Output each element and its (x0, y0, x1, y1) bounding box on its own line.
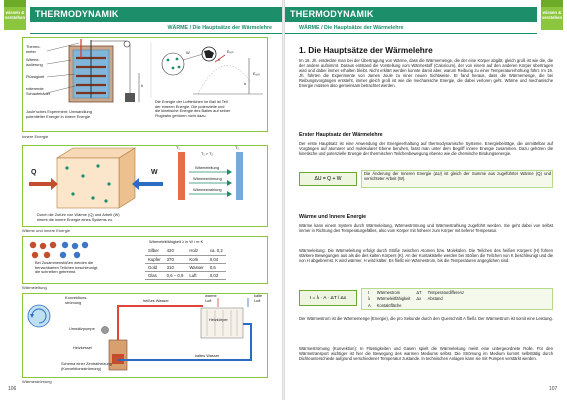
figure-heat-energy (22, 145, 268, 227)
label-cold-air: kalte Luft (254, 293, 263, 303)
first-law-paragraph: Der erste Hauptsatz ist eine Anwendung der Energieerhaltung auf thermodynamische Systeme. Energiebeiträge, die unmittelbar auf Vorgängen auf atomarer und molekularer Ebene beruhen, fasst man unter dem Begriff innere Energie zusammen. Dazu gehören die kinetische und potenzielle Energie der thermischen Teilchenbewegung ebenso wie die chemische Bindungsenergie. (299, 141, 553, 157)
label-conduction: Wärmeleitung (195, 165, 220, 170)
table-cell: Δx (416, 296, 422, 302)
breadcrumb: WÄRME / Die Hauptsätze der Wärmelehre (299, 25, 404, 31)
conductivity-unit: W / m·K (189, 239, 204, 244)
table-cell: Kontaktfläche (376, 302, 402, 308)
label-fluid: Flüssigkeit (26, 74, 45, 79)
left-page (0, 0, 282, 400)
table-cell: Temperaturdifferenz (427, 289, 464, 295)
conduction-paragraph: Wärmeleitung: Die Wärmeleitung erfolgt durch Stöße zwischen Atomen bzw. Molekülen. Die Teilchen des heißen Körpers (H) führen stärkere Bewegungen aus als die des kalten Körpers (K). An der Kontaktstelle werden bei Stößen die Teilchen von K beschleunigt und die von H abgebremst. K wird wärmer, H wird kälter. Es fließt ein Wärmestrom, bis die Temperaturen angeglichen sind. (299, 248, 553, 264)
figure-title-heat-energy: Wärme und Innere Energie (22, 228, 71, 233)
table-cell: 310 (164, 263, 187, 271)
breadcrumb: WÄRME / Die Hauptsätze der Wärmelehre (167, 25, 272, 31)
table-cell: Gold (145, 263, 164, 271)
subheading-first-law: Erster Hauptsatz der Wärmelehre (299, 132, 383, 138)
label-t2: T₂ (235, 145, 239, 150)
label-convection: Wärmeströmung (193, 176, 222, 181)
table-cell: 0,03 (207, 271, 226, 279)
table-cell: 0,6 – 0,9 (164, 271, 187, 279)
figure-inner-energy (22, 37, 268, 132)
conductivity-header: Wärmeleitfähigkeit λ in (149, 239, 189, 244)
header-rule (285, 33, 537, 34)
legend-row (365, 289, 467, 296)
table-cell: ΔT (416, 289, 422, 295)
central-heating-diagram (23, 294, 268, 378)
figure-convection (22, 293, 268, 378)
table-cell: I (368, 289, 370, 295)
conductivity-row (145, 271, 226, 279)
table-cell: ca. 0,2 (207, 247, 226, 255)
label-work: W (186, 50, 190, 55)
label-epot: Eₚₒₜ (253, 71, 260, 76)
caption-ball: Die Energie der Luftteilchen im Ball ist Teil der inneren Energie. Die potenzielle und die kinetische Energie des Balles auf seiner Flugbahn gehören nicht dazu. (155, 99, 231, 118)
conductivity-row (145, 247, 226, 255)
figure-title-convection: Wärmeströmung (22, 379, 52, 384)
section-heading: 1. Die Hauptsätze der Wärmelehre (299, 45, 433, 55)
table-cell: 370 (164, 255, 187, 263)
formula-first-law: ΔU = Q + W (299, 172, 357, 186)
table-cell: λ (368, 296, 371, 302)
label-w: W (151, 169, 158, 176)
conductivity-row (145, 263, 226, 271)
figure-conduction (22, 236, 268, 284)
heat-transfer-paragraph: Wärme kann einem System durch Wärmeleitung, Wärmeströmung und Wärmestrahlung zugeführt werden. Sie geht dabei von selbst immer in Richtung des Temperaturgefälles, also vom Körper mit höherer zum Körper mit tieferer Temperatur. (299, 223, 553, 234)
caption-heat-work: Durch die Zufuhr von Wärme (Q) und Arbeit (W) nimmt die innere Energie eines Systems zu. (37, 212, 120, 222)
section-tab: wissen & verstehen (4, 0, 26, 30)
table-cell: Glas (145, 271, 164, 279)
table-cell (425, 302, 467, 309)
subheading-heat-internal-energy: Wärme und Innere Energie (299, 214, 367, 220)
label-t1: T₁ (176, 145, 180, 150)
label-pump: Umwälzpumpe (69, 326, 95, 331)
page-number: 107 (549, 386, 558, 392)
table-cell: Luft (186, 271, 206, 279)
label-radiation: Wärmestrahlung (193, 187, 222, 192)
label-isolation: Wärme- isolierung (26, 57, 43, 67)
caption-joule: Joule’sches Experiment: Umwandlung potentieller Energie in innere Energie (26, 109, 92, 119)
table-cell (413, 302, 424, 309)
label-t-relation: T₁ > T₂ (201, 151, 213, 156)
label-radiator: Heizkörper (209, 317, 228, 322)
table-cell: 0,6 (207, 263, 226, 271)
chapter-header: THERMODYNAMIK (285, 7, 537, 22)
intro-paragraph: Im 18. Jh. entdeckte man bei der Übertragung von Wärme, dass die Wärmemenge, die der eine Körper abgibt, gleich groß ist wie die, die der andere aufnimmt. Daraus entstand die Vorstellung vom Wärmestoff (Caloricum), der von einem auf den anderen Körper übertragen wird und dabei immer erhalten bleibt. Nicht erklärt werden konnte damit aber, warum Reibung zu einer Temperaturerhöhung führt. Im 19. Jh. führten die Experimente von James Joule zu einer neuen Sichtweise. Er fand heraus, dass die Wärmemenge, die bei Reibungsvorgängen entsteht, immer gleich groß ist wie die mechanische Energie, die dabei verloren geht. Wärme und mechanische Energie müssen also gemeinsam betrachtet werden. (299, 58, 553, 89)
label-warm-air: warme Luft (205, 293, 217, 303)
label-height-ball: h (244, 81, 247, 86)
table-cell: Wärmestrom (376, 289, 401, 295)
label-height: h (141, 83, 144, 88)
label-q: Q (31, 169, 37, 176)
conductivity-title (149, 240, 203, 245)
label-boiler: Heizkessel (73, 345, 92, 350)
chapter-header: THERMODYNAMIK (30, 7, 282, 22)
conductivity-row (145, 255, 226, 263)
label-convection-flow: Konvektions- strömung (65, 295, 88, 305)
table-cell: Wärmeleitfähigkeit (376, 296, 411, 302)
table-cell: Wasser (186, 263, 206, 271)
caption-heating: Schema einer Zentralheizung (Konvektionsströmung) (61, 361, 112, 371)
conductivity-table (145, 247, 226, 280)
table-cell: Silber (145, 247, 164, 255)
table-cell: 420 (164, 247, 187, 255)
table-cell: Holz (186, 247, 206, 255)
table-cell: Kupfer (145, 255, 164, 263)
table-cell: 0,04 (207, 255, 226, 263)
figure-title-conduction: Wärmeleitung (22, 285, 47, 290)
label-paddles: rotierende Schaufelräder (26, 86, 51, 96)
figure-title-inner-energy: Innere Energie (22, 134, 49, 139)
convection-paragraph: Wärmeströmung (Konvektion): In Flüssigkeiten und Gasen spielt die Wärmeleitung meist eine untergeordnete Rolle. Für den Wärmetransport wichtiger ist hier die Bewegung des warmen Mediums selbst. Die Strömung im Medium kommt selbsttätig durch Dichteunterschiede aufgrund verschiedener Temperatur zustande. In technischen Anlagen kann sie mit Pumpen verstärkt werden. (299, 346, 553, 362)
label-hot-water: heißes Wasser (143, 298, 169, 303)
right-page (285, 0, 567, 400)
formula-first-law-note: Die Änderung der Inneren Energie (ΔU) ist gleich der Summe aus zugeführter Wärme (Q) und verrichteter Arbeit (W). (364, 171, 551, 182)
header-rule (30, 33, 282, 34)
formula-heat-current: I = λ · A · ΔT / Δx (299, 290, 357, 306)
legend-row (365, 302, 467, 309)
table-cell: A (368, 302, 371, 308)
label-ekin: Eₖᵢₙ (227, 49, 234, 54)
page-number: 106 (8, 386, 17, 392)
label-thermometer: Thermo- meter (26, 44, 41, 54)
caption-collisions: Bei Zusammenstößen werden die benachbarten Teilchen beschleunigt, die schnellen gebremst. (35, 260, 99, 275)
label-cold-water: kaltes Wasser (195, 353, 220, 358)
table-cell: Abstand (427, 296, 443, 302)
label-velocity: v (218, 57, 220, 62)
formula-legend (365, 289, 467, 309)
section-tab: wissen & verstehen (541, 0, 563, 30)
table-cell: Kork (186, 255, 206, 263)
heat-current-paragraph: Der Wärmestrom ist die Wärmemenge (Energie), die pro Sekunde durch den Querschnitt A fließt. Der Wärmestrom ist somit eine Leistung. (299, 316, 553, 321)
